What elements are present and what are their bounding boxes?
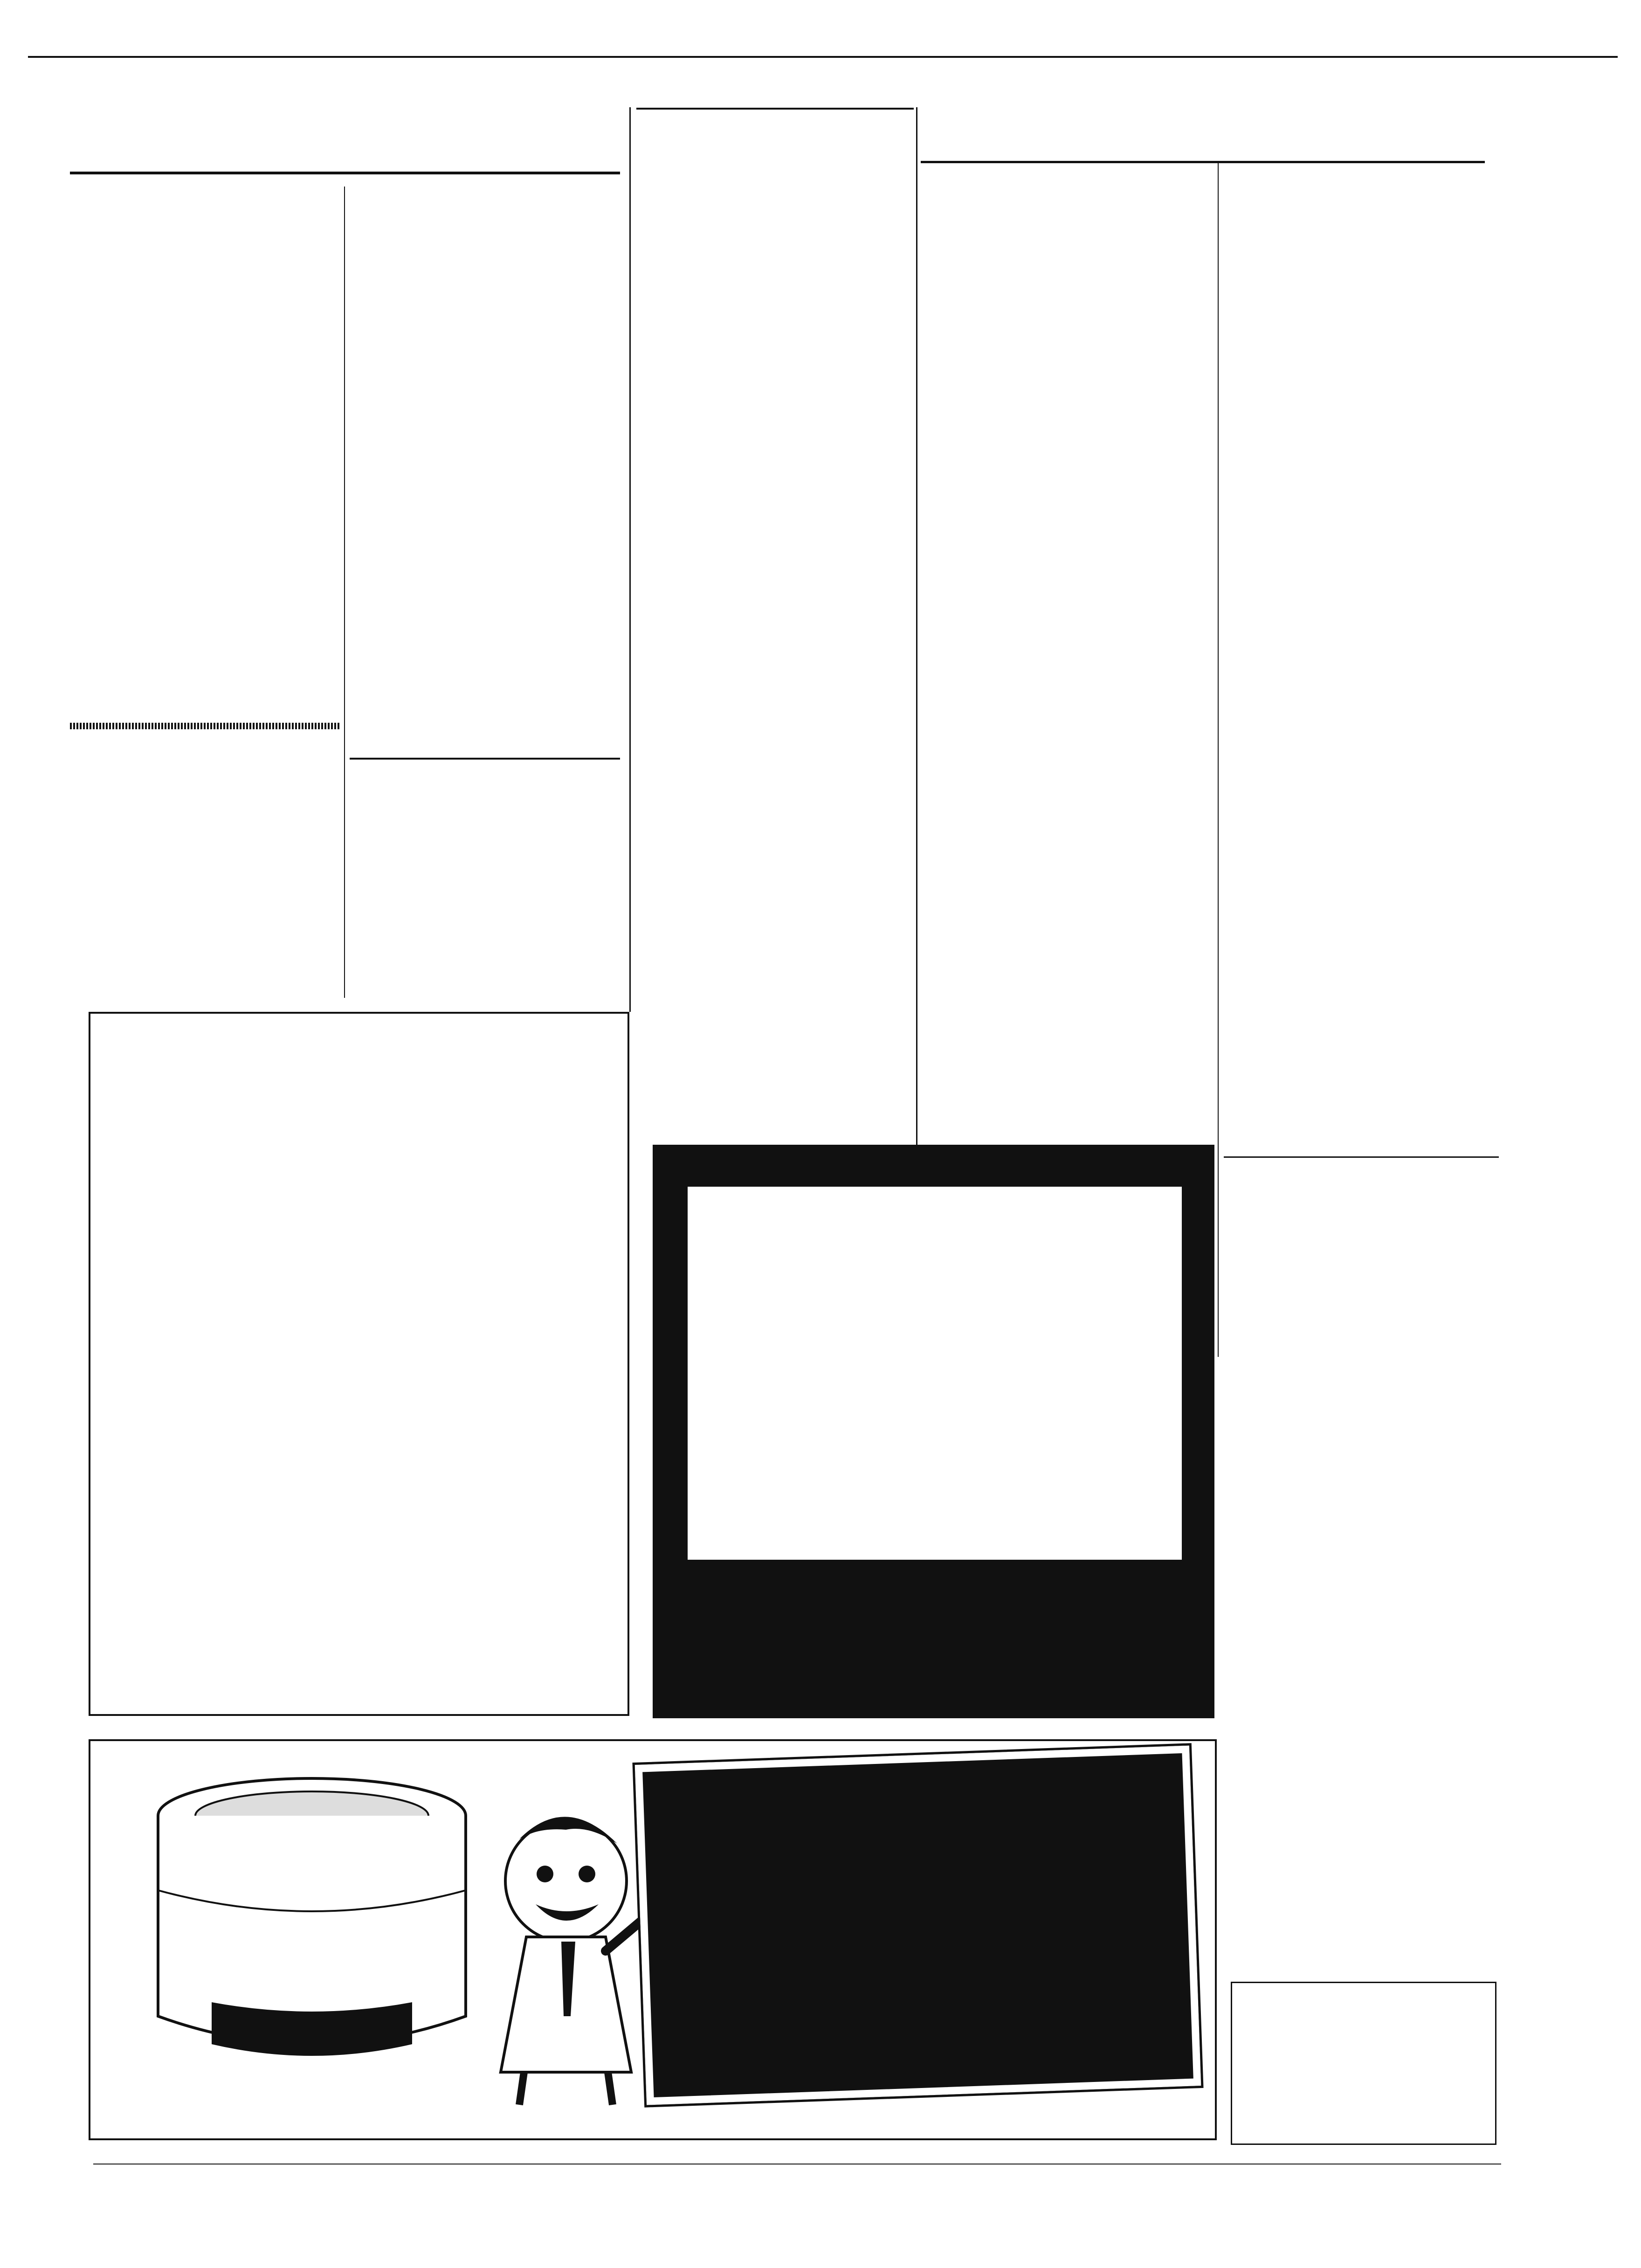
cafe-ad — [89, 1739, 1217, 2140]
coffee-can-icon — [146, 1774, 477, 2063]
empresa-body — [118, 1249, 603, 1268]
conf-title-rule — [70, 172, 620, 174]
visita-col — [70, 730, 340, 991]
blackboard — [635, 1745, 1201, 2105]
sep-middle — [916, 107, 917, 1147]
sep-left — [629, 107, 631, 1012]
conf-col-1 — [70, 187, 340, 730]
empresa-ad — [89, 1012, 629, 1716]
campiao-panel — [688, 1187, 1182, 1560]
bici-rule — [1224, 1156, 1499, 1158]
carreiras-col-1 — [923, 175, 1212, 1121]
board-domingos — [643, 1767, 1179, 1786]
sessao-rule — [350, 758, 620, 760]
carreiras-col-2 — [1224, 175, 1499, 1201]
lotaria-column — [636, 105, 914, 1149]
carreiras-rule — [921, 161, 1485, 163]
board-licao — [690, 1964, 1145, 1980]
comem-col — [350, 762, 620, 991]
top-rule — [28, 56, 1618, 58]
boy-mascot-icon — [482, 1783, 659, 2109]
sessao-col — [350, 527, 620, 753]
lotaria-rule — [636, 108, 914, 110]
board-quartas — [646, 1853, 1182, 1872]
agencia-magno-ad — [1231, 1982, 1496, 2145]
conf-col-2 — [350, 184, 620, 520]
campiao-ad — [653, 1145, 1214, 1718]
sep-right — [1218, 163, 1219, 1357]
visita-rule — [70, 723, 340, 729]
board-radio-peninsular — [644, 1809, 1180, 1828]
board-radio-clube — [648, 1902, 1183, 1921]
bici-col — [1224, 1166, 1499, 1352]
empresa-info — [90, 1093, 627, 1121]
sep-conf — [344, 187, 345, 998]
